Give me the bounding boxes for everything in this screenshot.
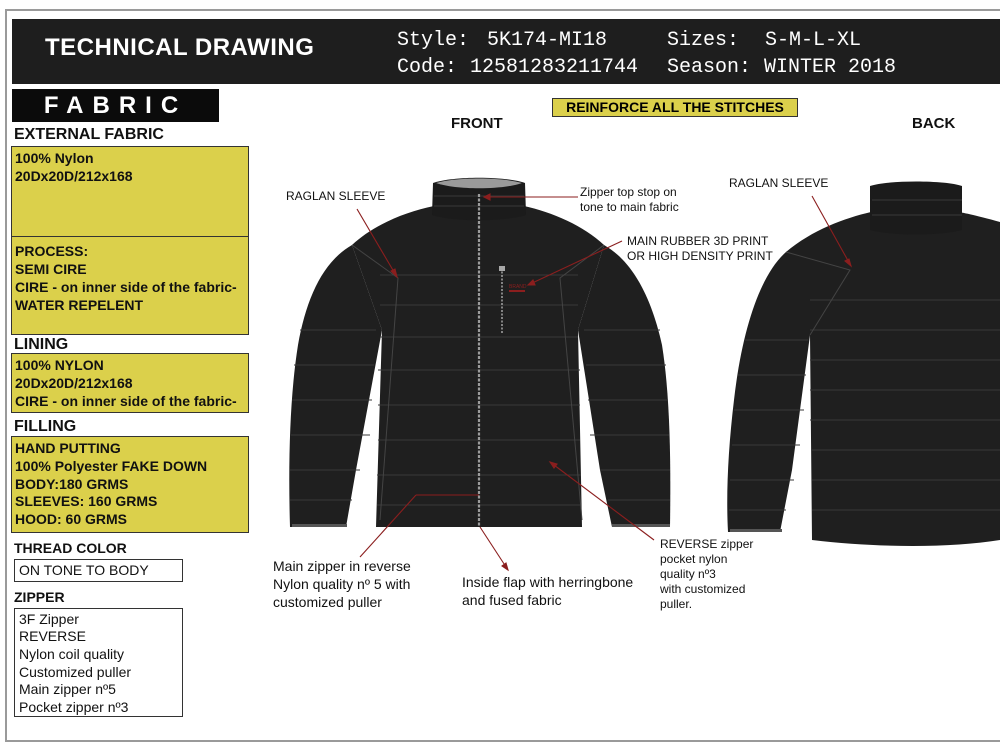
back-view-label: BACK (912, 115, 956, 132)
zipper-line: 3F Zipper (19, 611, 79, 627)
front-view-label: FRONT (451, 115, 503, 132)
chest-print-logo: BRAND (509, 284, 527, 290)
process-line: WATER REPELENT (15, 297, 144, 313)
filling-line: 100% Polyester FAKE DOWN (15, 458, 208, 474)
main-zipper-note-line: Main zipper in reverse (273, 558, 411, 574)
process-line: SEMI CIRE (15, 261, 87, 277)
external-fabric-heading: EXTERNAL FABRIC (14, 126, 164, 143)
filling-line: SLEEVES: 160 GRMS (15, 493, 158, 509)
sizes-value: S-M-L-XL (765, 29, 862, 52)
fabric-heading: FABRIC (12, 89, 219, 122)
main-zipper-note-line: Nylon quality nº 5 with (273, 576, 411, 592)
reinforce-note: REINFORCE ALL THE STITCHES (552, 98, 798, 117)
filling-line: HOOD: 60 GRMS (15, 511, 128, 527)
reverse-pocket-note-line: REVERSE zipper (660, 537, 754, 551)
filling-line: BODY:180 GRMS (15, 476, 129, 492)
season-value: WINTER 2018 (764, 56, 897, 79)
lining-heading: LINING (14, 336, 69, 353)
code-label: Code: (397, 56, 458, 79)
process-line: CIRE - on inner side of the fabric- (15, 279, 237, 295)
inside-flap-note-line: Inside flap with herringbone (462, 574, 634, 590)
thread-color-heading: THREAD COLOR (14, 540, 127, 556)
sizes-label: Sizes: (667, 29, 740, 52)
raglan-sleeve-back-note: RAGLAN SLEEVE (729, 176, 829, 190)
zipper-heading: ZIPPER (14, 589, 65, 605)
filling-heading: FILLING (14, 418, 77, 435)
rubber-print-note (627, 234, 773, 264)
reverse-pocket-note (660, 537, 753, 612)
thread-color-value: ON TONE TO BODY (19, 562, 149, 578)
external-fabric-line: 100% Nylon (15, 150, 94, 166)
code-value: 12581283211744 (470, 56, 639, 79)
reverse-pocket-note-line: puller. (660, 597, 693, 611)
lining-line: CIRE - on inner side of the fabric- (15, 393, 237, 409)
main-zipper-note-line: customized puller (273, 594, 382, 610)
lining-line: 20Dx20D/212x168 (15, 375, 133, 391)
rubber-print-note-line: OR HIGH DENSITY PRINT (627, 249, 773, 263)
rubber-print-note-line: MAIN RUBBER 3D PRINT (627, 234, 769, 248)
zipper-line: Customized puller (19, 664, 132, 680)
reverse-pocket-note-line: quality nº3 (660, 567, 716, 581)
season-label: Season: (667, 56, 752, 79)
zipper-top-note (580, 185, 679, 215)
process-line: PROCESS: (15, 243, 89, 259)
zipper-top-note-line: tone to main fabric (580, 200, 679, 214)
external-fabric-line: 20Dx20D/212x168 (15, 168, 133, 184)
front-jacket (289, 178, 670, 527)
lining-line: 100% NYLON (15, 357, 104, 373)
zipper-line: Main zipper nº5 (19, 681, 116, 697)
reverse-pocket-note-line: with customized (660, 582, 746, 596)
inside-flap-note (462, 573, 633, 609)
style-label: Style: (397, 29, 470, 52)
zipper-line: Nylon coil quality (19, 646, 125, 662)
zipper-line: Pocket zipper nº3 (19, 699, 129, 715)
filling-line: HAND PUTTING (15, 440, 121, 456)
zipper-line: REVERSE (19, 628, 86, 644)
raglan-sleeve-front-note: RAGLAN SLEEVE (286, 189, 386, 203)
reverse-pocket-note-line: pocket nylon (660, 552, 728, 566)
style-value: 5K174-MI18 (487, 29, 608, 52)
inside-flap-note-line: and fused fabric (462, 592, 562, 608)
main-zipper-note (273, 557, 411, 611)
zipper-top-note-line: Zipper top stop on (580, 185, 677, 199)
document-title: TECHNICAL DRAWING (45, 34, 315, 61)
